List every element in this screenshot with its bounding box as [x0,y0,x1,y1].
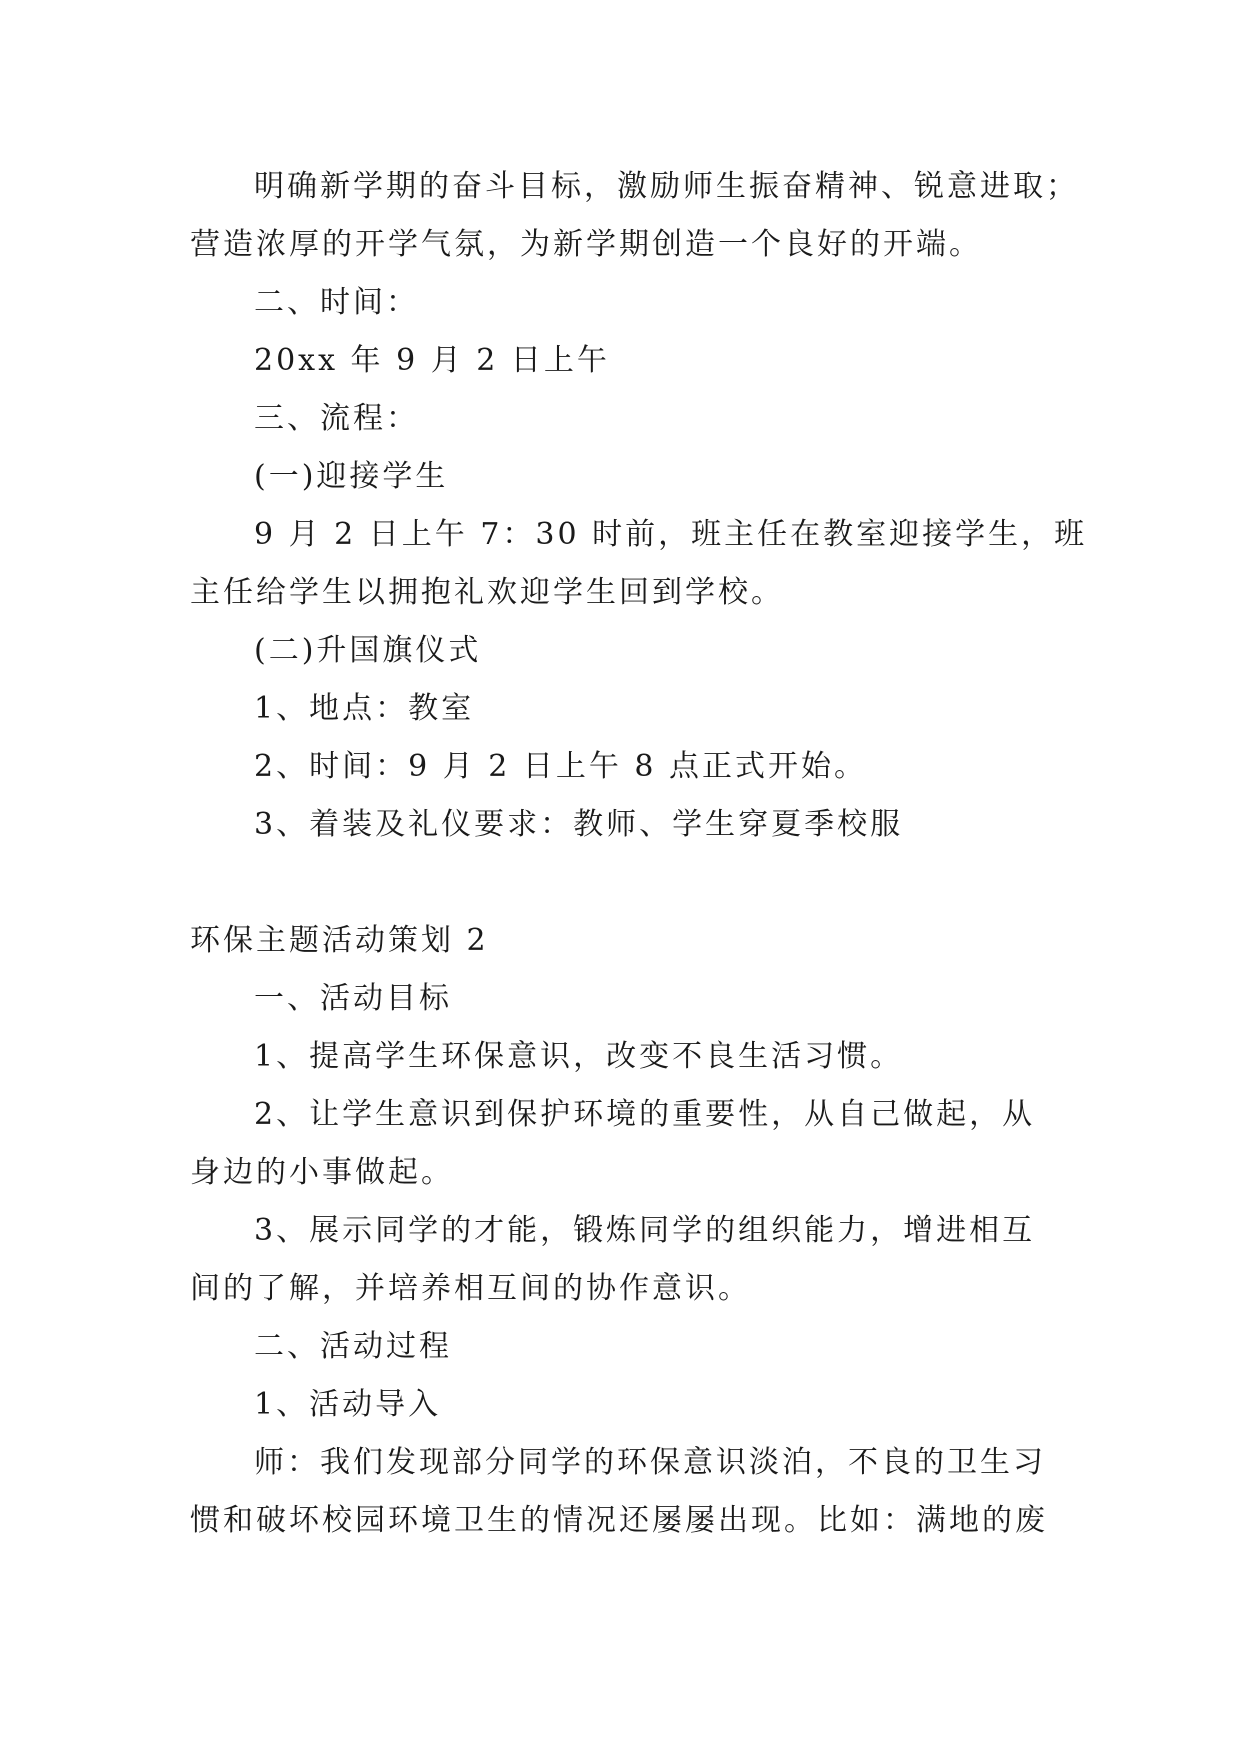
spacer [190,854,1060,912]
paragraph-line: 间的了解，并培养相互间的协作意识。 [190,1271,751,1306]
paragraph-line: 主任给学生以拥抱礼欢迎学生回到学校。 [190,575,784,610]
list-item: 1、活动导入 [254,1387,442,1422]
heading-activity-process: 二、活动过程 [254,1329,452,1364]
paragraph-line: 20xx 年 9 月 2 日上午 [254,343,610,378]
list-item: 3、着装及礼仪要求：教师、学生穿夏季校服 [254,807,904,842]
subheading-welcome: (一)迎接学生 [254,459,449,494]
heading-goals: 一、活动目标 [254,981,452,1016]
document-body [190,158,1088,1550]
list-item: 2、让学生意识到保护环境的重要性，从自己做起，从 [254,1097,1036,1132]
heading-process: 三、流程： [254,401,419,436]
heading-time: 二、时间： [254,285,419,320]
list-item: 1、地点：教室 [254,691,475,726]
paragraph-line: 9 月 2 日上午 7：30 时前，班主任在教室迎接学生，班 [254,517,1088,552]
list-item: 2、时间：9 月 2 日上午 8 点正式开始。 [254,749,868,784]
paragraph-line: 明确新学期的奋斗目标，激励师生振奋精神、锐意进取； [254,169,1079,204]
list-item: 1、提高学生环保意识，改变不良生活习惯。 [254,1039,904,1074]
subheading-flag-ceremony: (二)升国旗仪式 [254,633,482,668]
paragraph-line: 身边的小事做起。 [190,1155,454,1190]
paragraph-line: 营造浓厚的开学气氛，为新学期创造一个良好的开端。 [190,227,982,262]
section-title: 环保主题活动策划 2 [190,923,489,958]
paragraph-line: 惯和破坏校园环境卫生的情况还屡屡出现。比如：满地的废 [190,1503,1048,1538]
list-item: 3、展示同学的才能，锻炼同学的组织能力，增进相互 [254,1213,1036,1248]
paragraph-line: 师：我们发现部分同学的环保意识淡泊，不良的卫生习 [254,1445,1046,1480]
